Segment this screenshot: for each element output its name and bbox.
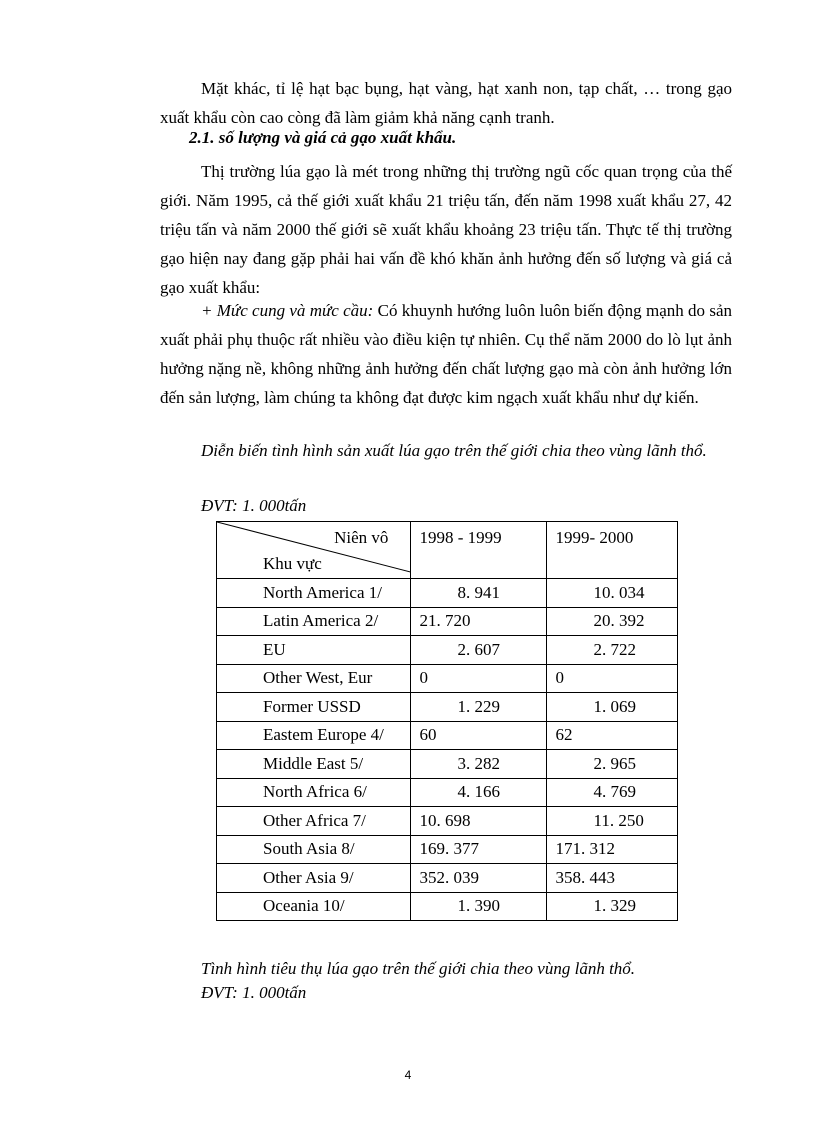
table-row: [217, 664, 678, 693]
value-1999-cell: 2. 965: [547, 750, 678, 779]
region-cell: Former USSD: [217, 693, 411, 722]
value-1998-cell: 60: [411, 721, 547, 750]
value-1999-cell: 4. 769: [547, 778, 678, 807]
header-col-1998: 1998 - 1999: [411, 522, 547, 579]
region-cell: Other Asia 9/: [217, 864, 411, 893]
table-row: [217, 778, 678, 807]
value-1998-cell: 4. 166: [411, 778, 547, 807]
value-1999-cell: 1. 329: [547, 892, 678, 921]
table-row: [217, 636, 678, 665]
value-1998-cell: 8. 941: [411, 579, 547, 608]
production-table: [216, 521, 678, 921]
region-cell: North America 1/: [217, 579, 411, 608]
paragraph-supply-demand: [160, 296, 732, 412]
header-region-label: Khu vực: [263, 554, 322, 573]
value-1998-cell: 1. 229: [411, 693, 547, 722]
table1-caption: Diễn biến tình hình sản xuất lúa gạo trên thế giới chia theo vùng lãnh thổ.: [201, 441, 707, 460]
value-1998-cell: 1. 390: [411, 892, 547, 921]
value-1999-cell: 20. 392: [547, 607, 678, 636]
table-row: [217, 693, 678, 722]
table-row: [217, 607, 678, 636]
table-row: [217, 579, 678, 608]
region-cell: Eastem Europe 4/: [217, 721, 411, 750]
region-cell: Other West, Eur: [217, 664, 411, 693]
table-row: [217, 750, 678, 779]
header-col-1999: 1999- 2000: [547, 522, 678, 579]
value-1998-cell: 2. 607: [411, 636, 547, 665]
value-1999-cell: 10. 034: [547, 579, 678, 608]
supply-demand-label: + Mức cung và mức cầu:: [201, 301, 374, 320]
region-cell: EU: [217, 636, 411, 665]
value-1998-cell: 352. 039: [411, 864, 547, 893]
value-1999-cell: 171. 312: [547, 835, 678, 864]
header-corner-cell: [217, 522, 411, 579]
value-1999-cell: 0: [547, 664, 678, 693]
value-1999-cell: 2. 722: [547, 636, 678, 665]
region-cell: North Africa 6/: [217, 778, 411, 807]
value-1998-cell: 0: [411, 664, 547, 693]
value-1999-cell: 62: [547, 721, 678, 750]
paragraph-intro: Mặt khác, tỉ lệ hạt bạc bụng, hạt vàng, hạt xanh non, tạp chất, … trong gạo xuất khẩu còn cao còng đã làm giảm khả năng cạnh tranh.: [160, 79, 732, 127]
region-cell: South Asia 8/: [217, 835, 411, 864]
value-1998-cell: 3. 282: [411, 750, 547, 779]
region-cell: Other Africa 7/: [217, 807, 411, 836]
region-cell: Latin America 2/: [217, 607, 411, 636]
table-row: [217, 864, 678, 893]
table2-unit: ĐVT: 1. 000tấn: [201, 983, 307, 1002]
value-1998-cell: 10. 698: [411, 807, 547, 836]
table-header-row: [217, 522, 678, 579]
region-cell: Oceania 10/: [217, 892, 411, 921]
value-1999-cell: 358. 443: [547, 864, 678, 893]
table-row: [217, 721, 678, 750]
supply-demand-text: Có khuynh hướng luôn luôn biến động mạnh do sản xuất phải phụ thuộc rất nhiều vào điều kiện tự nhiên. Cụ thể năm 2000 do lò lụt ảnh hưởng nặng nề, không những ảnh hưởng đến chất lượng gạo mà còn ảnh hưởng lớn đến sản lượng, làm chúng ta không đạt được kim ngạch xuất khẩu như dự kiến.: [160, 301, 733, 407]
table2-caption: Tình hình tiêu thụ lúa gạo trên thế giới chia theo vùng lãnh thổ.: [201, 959, 636, 978]
value-1999-cell: 1. 069: [547, 693, 678, 722]
paragraph-market: Thị trường lúa gạo là mét trong những thị trường ngũ cốc quan trọng của thế giới. Năm 1995, cả thế giới xuất khẩu 21 triệu tấn, đến năm 1998 xuất khẩu 27, 42 triệu tấn và năm 2000 thế giới sẽ xuất khẩu khoảng 23 triệu tấn. Thực tế thị trường gạo hiện nay đang gặp phải hai vấn đề khó khăn ảnh hưởng đến số lượng và giá cả gạo xuất khẩu:: [160, 162, 732, 297]
header-year-label: Niên vô: [334, 528, 389, 547]
value-1998-cell: 21. 720: [411, 607, 547, 636]
page-number: 4: [404, 1068, 412, 1082]
region-cell: Middle East 5/: [217, 750, 411, 779]
table-row: [217, 835, 678, 864]
table-row: [217, 807, 678, 836]
table1-unit: ĐVT: 1. 000tấn: [201, 496, 307, 515]
value-1999-cell: 11. 250: [547, 807, 678, 836]
table-row: [217, 892, 678, 921]
section-heading: 2.1. số lượng và giá cả gạo xuất khẩu.: [189, 128, 457, 147]
value-1998-cell: 169. 377: [411, 835, 547, 864]
